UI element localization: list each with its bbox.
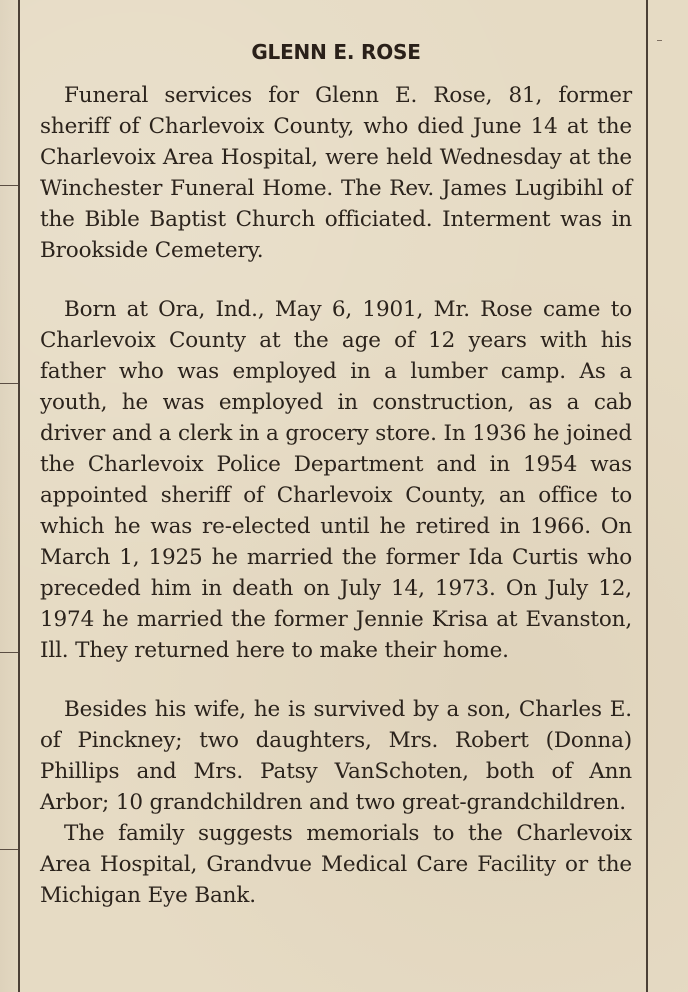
left-rule-tick <box>0 652 18 653</box>
article-paragraph-1: Funeral services for Glenn E. Rose, 81, former sheriff of Charlevoix County, who died June 14 at the Charlevoix Area Hospital, were held Wednesday at the Winchester Funeral Home. The Rev. James Lugibihl of the Bible Baptist Church officiated. Interment was in Brookside Cemetery. <box>40 83 632 263</box>
article-paragraph-4: The family suggests memorials to the Charlevoix Area Hospital, Grandvue Medical Care Facility or the Michigan Eye Bank. <box>40 821 632 908</box>
article-paragraph-3: Besides his wife, he is survived by a son, Charles E. of Pinckney; two daughters, Mrs. Robert (Donna) Phillips and Mrs. Patsy VanSchoten, both of Ann Arbor; 10 grandchildren and two great-grandchildren. <box>40 697 632 815</box>
article-paragraph-2: Born at Ora, Ind., May 6, 1901, Mr. Rose came to Charlevoix County at the age of 12 years with his father who was employed in a lumber camp. As a youth, he was employed in construction, as a cab driver and a clerk in a grocery store. In 1936 he joined the Charlevoix Police Department and in 1954 was appointed sheriff of Charlevoix County, an office to which he was re-elected until he retired in 1966. On March 1, 1925 he married the former Ida Curtis who preceded him in death on July 14, 1973. On July 12, 1974 he married the former Jennie Krisa at Evanston, Ill. They returned here to make their home. <box>40 297 632 663</box>
left-rule-tick <box>0 849 18 850</box>
right-margin-mark <box>657 40 662 41</box>
article-headline: GLENN E. ROSE <box>251 40 421 64</box>
left-margin-shadow <box>0 0 20 992</box>
left-rule-tick <box>0 383 18 384</box>
obituary-article <box>40 40 632 939</box>
left-column-rule <box>18 0 20 992</box>
right-column-rule <box>646 0 648 992</box>
left-rule-tick <box>0 185 18 186</box>
